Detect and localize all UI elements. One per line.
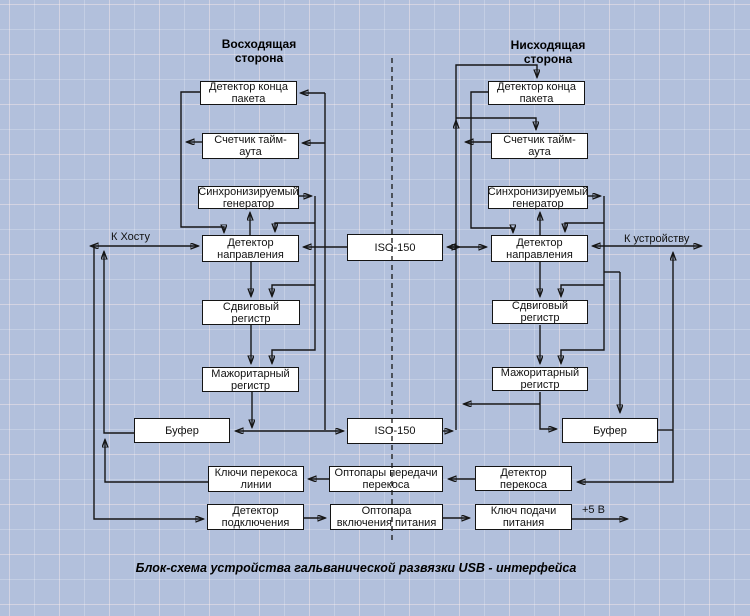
node-power-switch[interactable]: [475, 504, 572, 530]
node-label: Детектор конца пакета: [497, 81, 576, 105]
connector: [104, 252, 135, 433]
node-buffer-downstream[interactable]: [562, 418, 658, 443]
node-timeout-counter-upstream[interactable]: [202, 133, 299, 159]
to-host-label: К Хосту: [111, 231, 150, 243]
node-label: Оптопары передачи перекоса: [334, 467, 438, 491]
node-buffer-upstream[interactable]: [134, 418, 230, 443]
node-iso150-bottom[interactable]: [347, 418, 443, 444]
connector: [275, 223, 315, 231]
node-label: Детектор направления: [217, 236, 284, 261]
node-eop-detector-upstream[interactable]: [200, 81, 297, 105]
diagram-caption: Блок-схема устройства гальванической развязки USB - интерфейса: [135, 561, 577, 575]
node-direction-detector-downstream[interactable]: [491, 235, 588, 262]
connector: [181, 92, 224, 232]
node-skew-optocouplers[interactable]: [329, 466, 443, 492]
node-label: Счетчик тайм-аута: [214, 134, 287, 158]
node-label: Детектор направления: [506, 236, 573, 261]
node-label: Буфер: [165, 424, 199, 437]
node-label: Синхронизируемый генератор: [487, 185, 589, 210]
node-majority-register-downstream[interactable]: [492, 367, 588, 391]
node-label: Счетчик тайм-аута: [503, 134, 576, 158]
node-timeout-counter-downstream[interactable]: [491, 133, 588, 159]
connector: [456, 118, 536, 129]
connector: [561, 196, 604, 363]
node-shift-register-upstream[interactable]: [202, 300, 300, 325]
connector: [561, 285, 604, 296]
connector: [471, 92, 513, 232]
node-eop-detector-downstream[interactable]: [488, 81, 585, 105]
node-skew-detector[interactable]: [475, 466, 572, 491]
node-shift-register-downstream[interactable]: [492, 300, 588, 324]
node-sync-generator-downstream[interactable]: [488, 186, 588, 209]
node-label: Оптопара включения питания: [336, 505, 437, 529]
node-connection-detector[interactable]: [207, 504, 304, 530]
node-label: Детектор подключения: [221, 505, 290, 529]
upstream-side-header: Восходящая сторона: [221, 37, 297, 65]
connector: [565, 223, 604, 231]
downstream-side-header: Нисходящая сторона: [510, 38, 586, 66]
node-direction-detector-upstream[interactable]: [202, 235, 299, 262]
connector: [540, 392, 556, 429]
node-label: ISO-150: [374, 241, 416, 254]
node-label: Детектор перекоса: [500, 466, 547, 491]
node-majority-register-upstream[interactable]: [202, 367, 299, 392]
connector: [272, 285, 315, 296]
connector: [272, 196, 315, 363]
node-skew-keys[interactable]: [208, 466, 304, 492]
to-device-label: К устройству: [624, 233, 690, 245]
node-label: Буфер: [593, 424, 627, 437]
node-label: Сдвиговый регистр: [511, 300, 569, 324]
node-power-on-optocoupler[interactable]: [330, 504, 443, 530]
plus-5v-label: +5 В: [582, 504, 605, 516]
node-label: Мажоритарный регистр: [500, 367, 580, 391]
connector: [105, 440, 209, 482]
node-label: ISO-150: [374, 425, 416, 437]
node-label: Ключ подачи питания: [490, 505, 557, 529]
node-sync-generator-upstream[interactable]: [198, 186, 299, 209]
node-label: Мажоритарный регистр: [211, 367, 290, 392]
node-label: Детектор конца пакета: [209, 81, 288, 105]
node-label: Синхронизируемый генератор: [198, 185, 299, 210]
connector: [94, 246, 203, 519]
node-label: Сдвиговый регистр: [222, 300, 280, 325]
node-iso150-top[interactable]: [347, 234, 443, 261]
node-label: Ключи перекоса линии: [214, 467, 298, 491]
